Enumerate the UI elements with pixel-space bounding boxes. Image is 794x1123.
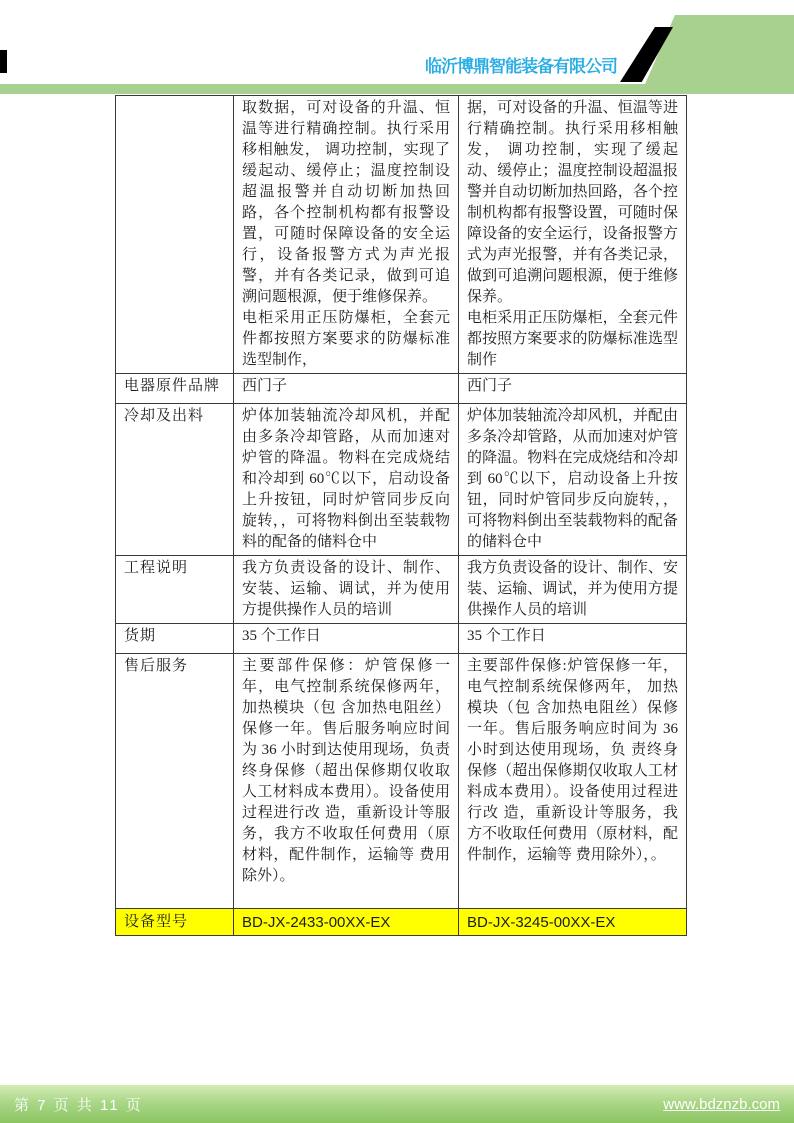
page-number: 第 7 页 共 11 页 (14, 1096, 143, 1114)
paragraph: 35 个工作日 (242, 628, 321, 644)
spec-value-cell-a (234, 96, 459, 374)
spec-label-cell: 工程说明 (116, 556, 234, 624)
paragraph: 据，可对设备的升温、恒温等进行精确控制。执行采用移相触发， 调功控制，实现了缓起动、缓停止；温度控制设超温报警并自动切断加热回路，各个控制机构都有报警设置，可随时保障设备的安全运行，设备报警方式为声光报警，并有各类记录，做到可追溯问题根源，便于维修保养。 (467, 100, 678, 305)
model-number-cell-a (234, 909, 459, 936)
paragraph: 取数据，可对设备的升温、恒温等进行精确控制。执行采用移相触发， 调功控制，实现了缓起动、缓停止；温度控制设超温报警并自动切断加热回路，各个控制机构都有报警设置，可随时保障设备的安全运行，设备报警方式为声光报警，并有各类记录，做到可追溯问题根源，便于维修保养。 (242, 100, 450, 305)
paragraph: 主要部件保修:炉管保修一年，电气控制系统保修两年， 加热模块（包 含加热电阻丝）保修一年。售后服务响应时间为 36 小时到达使用现场，负 责终身保修（超出保修期仅收取人工材料成本费用）。设备使用过程进行改 造，重新设计等服务，我方不收取任何费用（原材料，配件制作，运输等 费用除外），。 (467, 658, 678, 863)
paragraph: BD-JX-3245-00XX-EX (467, 913, 616, 931)
spec-value-cell-a (234, 404, 459, 556)
spec-label-cell: 设备型号 (116, 909, 234, 936)
company-name: 临沂博鼎智能装备有限公司 (425, 57, 617, 76)
spec-value-cell-b (459, 96, 687, 374)
spec-label-cell: 电器原件品牌 (116, 374, 234, 404)
header-green-band (0, 84, 794, 94)
spec-value-cell-b (459, 374, 687, 404)
paragraph: 我方负责设备的设计、制作、安装、运输、调试，并为使用方提供操作人员的培训 (242, 560, 450, 618)
row-after-sales-service (116, 654, 687, 909)
row-model-number (116, 909, 687, 936)
paragraph: 西门子 (467, 378, 513, 394)
spec-table (115, 95, 687, 936)
paragraph: 35 个工作日 (467, 628, 546, 644)
paragraph: BD-JX-2433-00XX-EX (242, 913, 391, 931)
paragraph: 电柜采用正压防爆柜，全套元件都按照方案要求的防爆标准选型制作 (467, 310, 678, 368)
spec-value-cell-a (234, 624, 459, 654)
paragraph: 西门子 (242, 378, 288, 394)
spec-label-cell: 冷却及出料 (116, 404, 234, 556)
paragraph: 炉体加装轴流冷却风机，并配由多条冷却管路，从而加速对炉管的降温。物料在完成烧结和冷却到 60℃以下，启动设备上升按钮，同时炉管同步反向旋转，，可将物料倒出至装载物料的配备的储料仓中 (242, 408, 450, 550)
spec-value-cell-b (459, 556, 687, 624)
paragraph: 炉体加装轴流冷却风机，并配由多条冷却管路，从而加速对炉管的降温。物料在完成烧结和冷却到 60℃以下，启动设备上升按钮，同时炉管同步反向旋转，，可将物料倒出至装载物料的配备的储料仓中 (467, 408, 678, 550)
spec-label-cell (116, 96, 234, 374)
row-delivery-time (116, 624, 687, 654)
paragraph: 电柜采用正压防爆柜，全套元件都按照方案要求的防爆标准选型制作， (242, 310, 450, 368)
spec-value-cell-a (234, 654, 459, 909)
spec-value-cell-b (459, 404, 687, 556)
spec-value-cell-a (234, 374, 459, 404)
spec-label-cell: 售后服务 (116, 654, 234, 909)
row-cooling-and-discharge (116, 404, 687, 556)
row-engineering-note (116, 556, 687, 624)
website-link[interactable]: www.bdznzb.com (663, 1095, 780, 1113)
footer-bar (0, 1085, 794, 1123)
paragraph: 主要部件保修：炉管保修一年，电气控制系统保修两年，加热模块（包 含加热电阻丝）保修一年。售后服务响应时间为 36 小时到达使用现场，负责终身保修（超出保修期仅收取人工材料成本费用）。设备使用过程进行改 造，重新设计等服务，我方不收取任何费用（原材料，配件制作，运输等 费用除外）。 (242, 658, 450, 884)
spec-value-cell-a (234, 556, 459, 624)
left-edge-black-accent (0, 50, 7, 73)
row-control-system-continued (116, 96, 687, 374)
model-number-cell-b (459, 909, 687, 936)
spec-value-cell-b (459, 654, 687, 909)
spec-label-cell: 货期 (116, 624, 234, 654)
row-electric-parts-brand (116, 374, 687, 404)
spec-value-cell-b (459, 624, 687, 654)
paragraph: 我方负责设备的设计、制作、安装、运输、调试，并为使用方提供操作人员的培训 (467, 560, 678, 618)
